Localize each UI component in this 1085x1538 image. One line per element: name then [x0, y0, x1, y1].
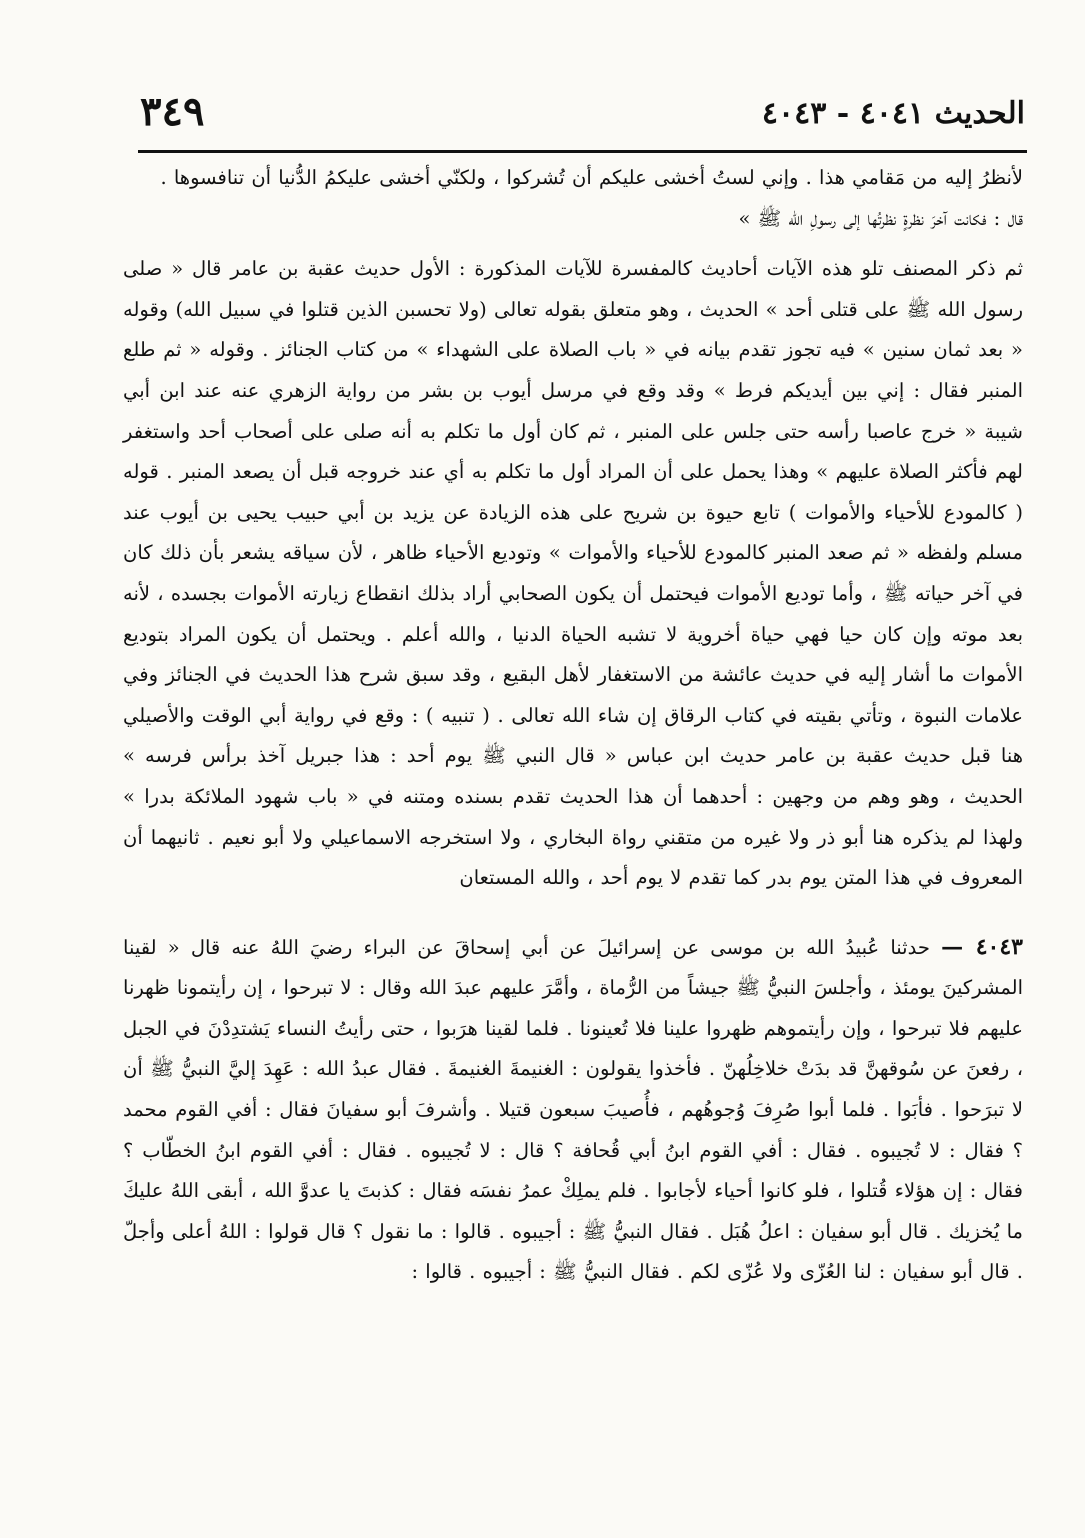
header-rule [138, 150, 1027, 153]
body-text [123, 158, 1023, 1293]
hadith-text: حدثنا عُبيدُ الله بن موسى عن إسرائيلَ عن أبي إسحاقَ عن البراء رضيَ اللهُ عنه قال « لقينا المشركينَ يومئذ ، وأجلسَ النبيُّ ﷺ جيشاً من الرُّماة ، وأمَّرَ عليهم عبدَ الله وقال : لا تبرحوا ، إن رأيتمونا ظهرنا عليهم فلا تبرحوا ، وإن رأيتموهم ظهروا علينا فلا تُعينونا . فلما لقينا هرَبوا ، حتى رأيتُ النساء يَشتدِدْنَ في الجبل ، رفعنَ عن سُوقهنَّ قد بدَتْ خلاخِلُهنّ . فأخذوا يقولون : الغنيمةَ الغنيمةَ . فقال عبدُ الله : عَهِدَ إليَّ النبيُّ ﷺ أن لا تبرَحوا . فأبَوا . فلما أبوا صُرِفَ وُجوهُهم ، فأُصيبَ سبعون قتيلا . وأشرفَ أبو سفيانَ فقال : أفي القوم محمد ؟ فقال : لا تُجيبوه . فقال : أفي القوم ابنُ أبي قُحافة ؟ قال : لا تُجيبوه . فقال : أفي القوم ابنُ الخطّاب ؟ فقال : إن هؤلاء قُتلوا ، فلو كانوا أحياء لأجابوا . فلم يملِكْ عمرُ نفسَه فقال : كذبتَ يا عدوَّ الله ، أبقى اللهُ عليكَ ما يُخزيك . قال أبو سفيان : اعلُ هُبَل . فقال النبيُّ ﷺ : أجيبوه . قالوا : ما نقول ؟ قال قولوا : اللهُ أعلى وأجلّ . قال أبو سفيان : لنا العُزّى ولا عُزّى لكم . فقال النبيُّ ﷺ : أجيبوه . قالوا : [123, 935, 1023, 1284]
paragraph-last-look: قال : فكانت آخرَ نظرةٍ نظرتُها إلى رسولِ الله ﷺ » [738, 206, 1023, 230]
running-head: الحديث ٤٠٤١ - ٤٠٤٣ [761, 96, 1025, 131]
paragraph-hadith-4043 [123, 927, 1023, 1293]
page-header [140, 88, 1025, 148]
paragraph-commentary: ثم ذكر المصنف تلو هذه الآيات أحاديث كالمفسرة للآيات المذكورة : الأول حديث عقبة بن عامر قال « صلى رسول الله ﷺ على قتلى أحد » الحديث ، وهو متعلق بقوله تعالى (ولا تحسبن الذين قتلوا في سبيل الله) وقوله « بعد ثمان سنين » فيه تجوز تقدم بيانه في « باب الصلاة على الشهداء » من كتاب الجنائز . وقوله « ثم طلع المنبر فقال : إني بين أيديكم فرط » وقد وقع في مرسل أيوب بن بشر من رواية الزهري عنه عند ابن أبي شيبة « خرج عاصبا رأسه حتى جلس على المنبر ، ثم كان أول ما تكلم به أنه صلى على أصحاب أحد واستغفر لهم فأكثر الصلاة عليهم » وهذا يحمل على أن المراد أول ما تكلم به أي عند خروجه قبل أن يصعد المنبر . قوله ( كالمودع للأحياء والأموات ) تابع حيوة بن شريح على هذه الزيادة عن يزيد بن أبي حبيب يحيى بن أيوب عند مسلم ولفظه « ثم صعد المنبر كالمودع للأحياء والأموات » وتوديع الأحياء ظاهر ، لأن سياقه يشعر بأن ذلك كان في آخر حياته ﷺ ، وأما توديع الأموات فيحتمل أن يكون الصحابي أراد بذلك انقطاع زيارته الأموات بجسده ، لأنه بعد موته وإن كان حيا فهي حياة أخروية لا تشبه الحياة الدنيا ، والله أعلم . ويحتمل أن يكون المراد بتوديع الأموات ما أشار إليه في حديث عائشة من الاستغفار لأهل البقيع ، وقد سبق شرح هذا الحديث في الجنائز وفي علامات النبوة ، وتأتي بقيته في كتاب الرقاق إن شاء الله تعالى . ( تنبيه ) : وقع في رواية أبي الوقت والأصيلي هنا قبل حديث عقبة بن عامر حديث ابن عباس « قال النبي ﷺ يوم أحد : هذا جبريل آخذ برأس فرسه » الحديث ، وهو وهم من وجهين : أحدهما أن هذا الحديث تقدم بسنده ومتنه في « باب شهود الملائكة بدرا » ولهذا لم يذكره هنا أبو ذر ولا غيره من متقني رواة البخاري ، ولا استخرجه الاسماعيلي ولا أبو نعيم . ثانيهما أن المعروف في هذا المتن يوم بدر كما تقدم لا يوم أحد ، والله المستعان [123, 257, 1023, 890]
hadith-number: ٤٠٤٣ — [941, 933, 1023, 960]
paragraph-hadith-end: لأنظرُ إليه من مَقامي هذا . وإني لستُ أخشى عليكم أن تُشركوا ، ولكنّي أخشى عليكمُ الدُّنيا أن تنافسوها . [160, 166, 1023, 189]
page-number: ٣٤٩ [140, 88, 205, 135]
